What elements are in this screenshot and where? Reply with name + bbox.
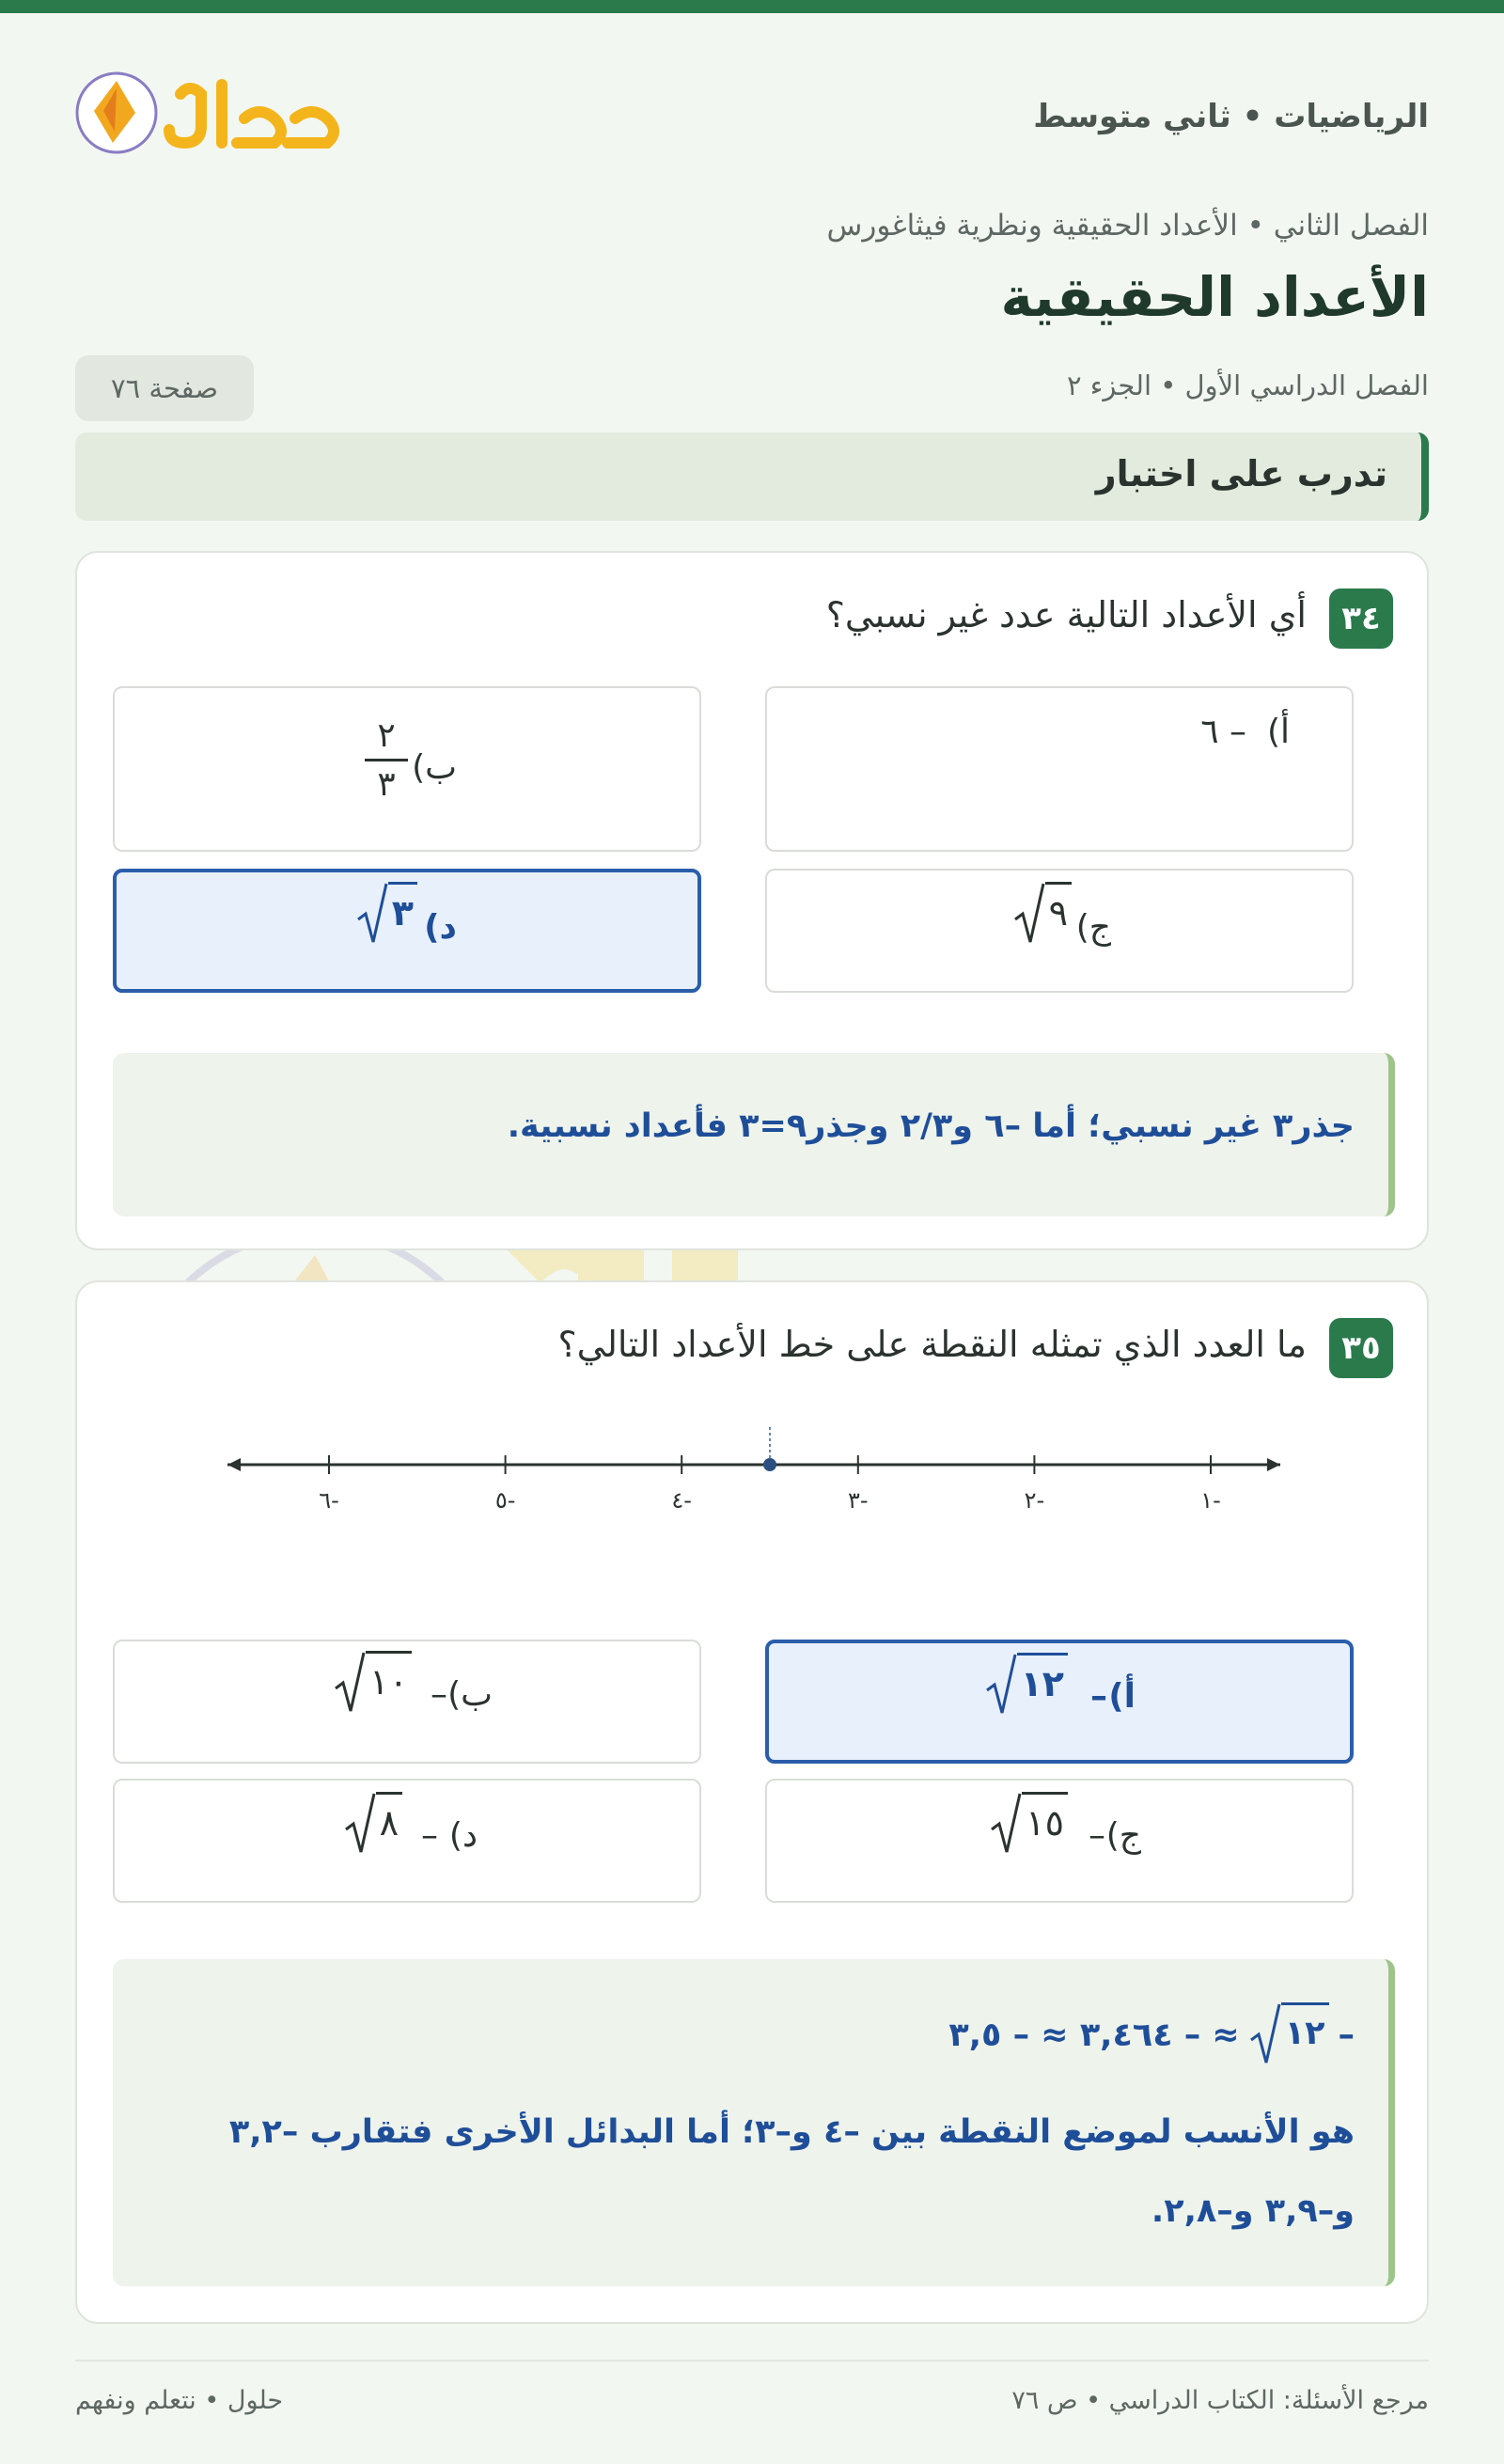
explanation-line-1 xyxy=(948,2002,1355,2068)
option-d[interactable] xyxy=(113,1779,701,1903)
question-card-35 xyxy=(75,1280,1429,2324)
option-c[interactable] xyxy=(765,869,1354,993)
explanation-minus: – xyxy=(1338,2017,1355,2054)
square-root xyxy=(344,1792,402,1856)
option-label: أ) xyxy=(1108,1677,1136,1716)
number-line-tick-label: -٤ xyxy=(671,1487,692,1514)
number-line-tick-label: -٥ xyxy=(494,1487,516,1514)
radicand: ١٢ xyxy=(1017,1653,1068,1706)
question-text: ما العدد الذي تمثله النقطة على خط الأعداد التالي؟ xyxy=(557,1324,1307,1365)
radicand: ١٢ xyxy=(1281,2002,1329,2056)
subject-grade: الرياضيات • ثاني متوسط xyxy=(1033,98,1429,135)
radical-sign-icon xyxy=(1013,882,1045,946)
square-root xyxy=(1249,2002,1329,2066)
fraction xyxy=(365,716,408,804)
page-title: الأعداد الحقيقية xyxy=(1000,265,1429,329)
radical-sign-icon xyxy=(985,1653,1017,1717)
top-accent-bar xyxy=(0,0,1504,13)
explanation-box xyxy=(113,1053,1395,1216)
section-header xyxy=(75,432,1429,521)
radicand: ٩ xyxy=(1045,882,1072,935)
fraction-bar xyxy=(365,759,408,761)
minus-sign: – xyxy=(421,1816,438,1855)
minus-sign: – xyxy=(1089,1816,1105,1855)
minus-sign: – xyxy=(1090,1677,1107,1716)
minus-sign: – xyxy=(431,1675,447,1714)
option-label: ب) xyxy=(447,1675,493,1714)
radical-sign-icon xyxy=(334,1651,366,1715)
numerator: ٢ xyxy=(377,716,396,755)
square-root xyxy=(334,1651,412,1715)
number-line-tick-label: -٣ xyxy=(848,1487,869,1514)
option-d-correct[interactable] xyxy=(113,869,701,993)
option-label: ب) xyxy=(412,748,457,787)
radical-sign-icon xyxy=(356,882,388,946)
question-card-34 xyxy=(75,551,1429,1250)
page-header xyxy=(75,56,1429,169)
option-a-correct[interactable] xyxy=(765,1640,1354,1764)
radical-sign-icon xyxy=(990,1792,1022,1856)
arrow-left-icon xyxy=(227,1458,241,1471)
square-root xyxy=(990,1792,1068,1856)
radical-sign-icon xyxy=(344,1792,376,1856)
radicand: ١٥ xyxy=(1022,1792,1068,1845)
explanation-approximation: ≈ – ٣,٤٦٤ ≈ – ٣,٥ xyxy=(948,2017,1240,2054)
square-root xyxy=(356,882,417,946)
option-c[interactable] xyxy=(765,1779,1354,1903)
question-text: أي الأعداد التالية عدد غير نسبي؟ xyxy=(825,594,1307,636)
denominator: ٣ xyxy=(377,765,396,804)
option-label: أ) xyxy=(1266,713,1290,751)
footer-divider xyxy=(75,2360,1429,2362)
question-number: ٣٥ xyxy=(1329,1318,1393,1378)
semester-info: الفصل الدراسي الأول • الجزء ٢ xyxy=(1066,369,1429,401)
option-b[interactable] xyxy=(113,686,701,852)
option-b[interactable] xyxy=(113,1640,701,1764)
option-label: ج) xyxy=(1105,1816,1141,1855)
explanation-line-3: و–٣,٩ و–٢,٨. xyxy=(1151,2192,1355,2230)
explanation-line-2: هو الأنسب لموضع النقطة بين –٤ و–٣؛ أما البدائل الأخرى فتقارب –٣,٢ xyxy=(228,2113,1355,2151)
number-line-point xyxy=(763,1458,776,1471)
number-line-tick-label: -١ xyxy=(1200,1487,1221,1514)
option-label: ج) xyxy=(1075,908,1111,947)
radicand: ٣ xyxy=(388,882,417,935)
radicand: ٨ xyxy=(376,1792,402,1845)
breadcrumb[interactable]: الفصل الثاني • الأعداد الحقيقية ونظرية فيثاغورس xyxy=(826,209,1429,243)
explanation-text: جذر٣ غير نسبي؛ أما –٦ و٢/٣ وجذر٩=٣ فأعداد نسبية. xyxy=(507,1107,1355,1145)
option-label: د) xyxy=(424,908,457,947)
option-a[interactable] xyxy=(765,686,1354,852)
number-line-tick-label: -٢ xyxy=(1024,1487,1045,1514)
footer-tagline: حلول • نتعلم ونفهم xyxy=(75,2386,284,2415)
number-line-tick-label: -٦ xyxy=(319,1487,339,1514)
square-root xyxy=(1013,882,1072,946)
number-line xyxy=(209,1423,1299,1546)
arrow-right-icon xyxy=(1267,1458,1280,1471)
footer-reference: مرجع الأسئلة: الكتاب الدراسي • ص ٧٦ xyxy=(1011,2386,1429,2415)
option-label: د) xyxy=(448,1816,478,1855)
square-root xyxy=(985,1653,1068,1717)
explanation-box xyxy=(113,1959,1395,2286)
question-number: ٣٤ xyxy=(1329,589,1393,649)
option-value: – ٦ xyxy=(1200,713,1246,751)
radical-sign-icon xyxy=(1249,2002,1281,2066)
section-title: تدرب على اختبار xyxy=(1095,453,1387,494)
hulool-logo[interactable] xyxy=(75,56,357,169)
page-number-badge: صفحة ٧٦ xyxy=(75,355,254,421)
radicand: ١٠ xyxy=(366,1651,412,1704)
